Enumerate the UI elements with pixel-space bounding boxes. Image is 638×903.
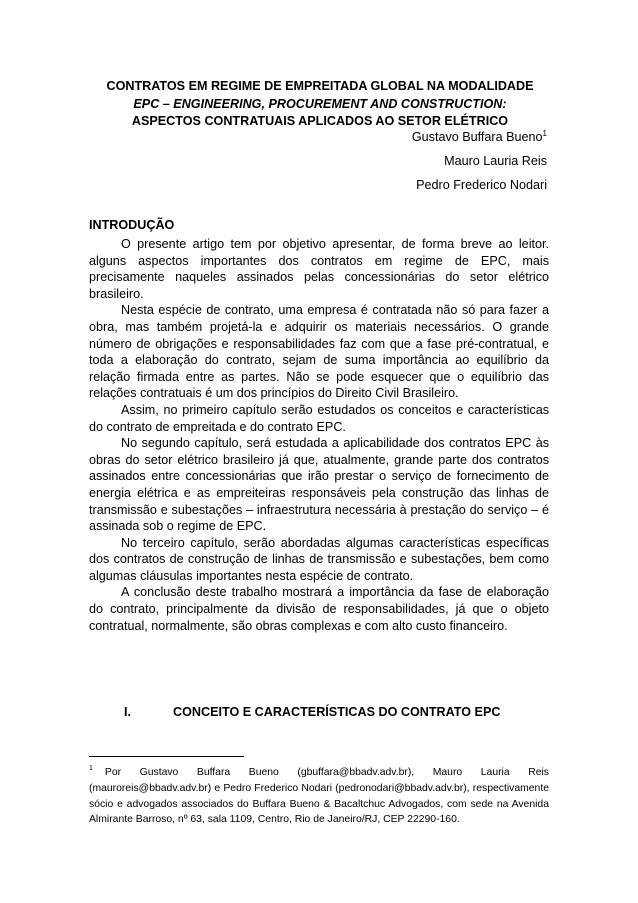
footnote-marker: 1 [89, 765, 93, 772]
paragraph: No segundo capítulo, será estudada a aplicabilidade dos contratos EPC às obras do setor elétrico brasileiro já que, atualmente, grande parte dos contratos assinados entre concessionárias que irão prestar o serviço de fornecimento de energia elétrica e as empreiteiras responsáveis pela construção das linhas de transmissão e subestações – infraestrutura necessária à prestação do serviço – é assinada sob o regime de EPC. [89, 436, 549, 534]
paragraph: Nesta espécie de contrato, uma empresa é contratada não só para fazer a obra, mas também projetá-la e adquirir os materiais necessários. O grande número de obrigações e responsabilidades faz com que a fase pré-contratual, e toda a elaboração do contrato, sejam de suma importância ao equilíbrio da relação firmada entre as partes. Não se pode esquecer que o equilíbrio das relações contratuais é um dos princípios do Direito Civil Brasileiro. [89, 303, 549, 401]
title-line-2: EPC – ENGINEERING, PROCUREMENT AND CONSTRUCTION: [133, 96, 507, 111]
footnote-separator [89, 756, 244, 757]
intro-body [89, 236, 549, 634]
author-1 [412, 129, 547, 145]
section-number: I. [124, 705, 131, 719]
paper-title [80, 78, 560, 131]
paragraph: O presente artigo tem por objetivo apresentar, de forma breve ao leitor. alguns aspectos importantes dos contratos em regime de EPC, mais precisamente naqueles assinados pelas concessionárias do setor elétrico brasileiro. [89, 237, 549, 301]
author-1-name: Gustavo Buffara Bueno [411, 130, 543, 144]
author-2: Mauro Lauria Reis [444, 154, 547, 168]
paragraph: No terceiro capítulo, serão abordadas algumas características específicas dos contratos de construção de linhas de transmissão e subestações, bem como algumas cláusulas importantes nesta espécie de contrato. [89, 535, 549, 583]
author-3: Pedro Frederico Nodari [416, 178, 547, 192]
section-heading [124, 705, 500, 719]
title-line-3: ASPECTOS CONTRATUAIS APLICADOS AO SETOR ELÉTRICO [131, 114, 509, 128]
footnote-ref: 1 [542, 129, 547, 138]
paragraph: Assim, no primeiro capítulo serão estudados os conceitos e características do contrato de empreitada e do contrato EPC. [89, 402, 549, 434]
footnote-text: Por Gustavo Buffara Bueno (gbuffara@bbadv.adv.br), Mauro Lauria Reis (mauroreis@bbadv.adv.br) e Pedro Frederico Nodari (pedronodari@bbadv.adv.br), respectivamente sócio e advogados associados do Buffara Bueno & Bacaltchuc Advogados, com sede na Avenida Almirante Barroso, nº 63, sala 1109, Centro, Rio de Janeiro/RJ, CEP 22290-160. [89, 767, 549, 826]
paragraph: A conclusão deste trabalho mostrará a importância da fase de elaboração do contrato, principalmente da divisão de responsabilidades, já que o objeto contratual, normalmente, são obras complexas e com alto custo financeiro. [89, 585, 549, 633]
title-line-1: CONTRATOS EM REGIME DE EMPREITADA GLOBAL NA MODALIDADE [106, 79, 534, 93]
intro-heading: INTRODUÇÃO [89, 218, 175, 232]
footnote [89, 765, 549, 828]
section-title: CONCEITO E CARACTERÍSTICAS DO CONTRATO EPC [173, 705, 501, 719]
